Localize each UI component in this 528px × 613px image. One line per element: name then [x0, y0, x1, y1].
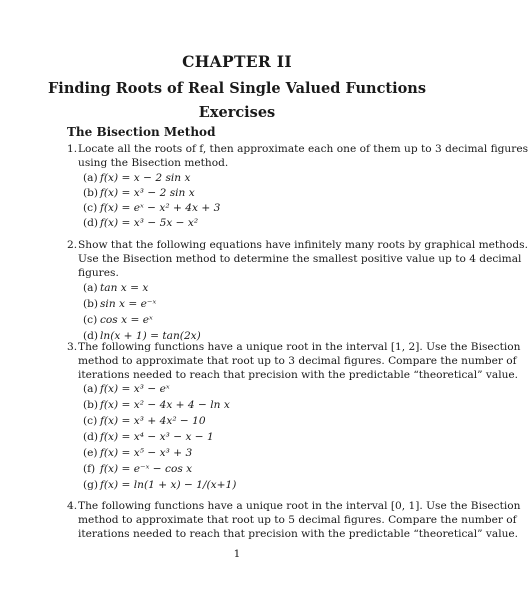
- item-expression: f(x) = e⁻ˣ − cos x: [100, 463, 193, 475]
- item-expression: f(x) = x³ − 5x − x²: [100, 217, 199, 229]
- item-expression: f(x) = x³ − 2 sin x: [100, 187, 195, 199]
- item-label: (a): [83, 383, 98, 395]
- item-label: (a): [83, 282, 98, 294]
- problem-text: [78, 239, 528, 280]
- problem-text: [78, 500, 521, 541]
- problem-text-line: iterations needed to reach that precision with the predictable “theoretical” value.: [78, 368, 519, 381]
- item-expression: ln(x + 1) = tan(2x): [100, 330, 201, 342]
- item-expression: cos x = eˣ: [100, 314, 153, 326]
- problem-text-line: Show that the following equations have infinitely many roots by graphical methods.: [78, 239, 528, 251]
- problem-text-line: figures.: [78, 266, 119, 279]
- section-heading: The Bisection Method: [67, 125, 216, 139]
- item-label: (e): [83, 447, 98, 459]
- exercises-heading: Exercises: [198, 104, 276, 121]
- item-expression: tan x = x: [100, 282, 149, 294]
- problem-text: [78, 341, 521, 382]
- item-label: (b): [83, 187, 99, 199]
- item-label: (a): [83, 172, 98, 184]
- item-label: (d): [83, 217, 99, 229]
- item-expression: f(x) = x³ − eˣ: [100, 383, 170, 395]
- item-expression: f(x) = x − 2 sin x: [100, 172, 191, 184]
- chapter-title: Finding Roots of Real Single Valued Functions: [48, 80, 426, 97]
- chapter-heading: CHAPTER II: [182, 52, 292, 71]
- problem-number: 4.: [67, 500, 78, 512]
- item-expression: f(x) = x³ + 4x² − 10: [100, 415, 206, 427]
- page-number: 1: [233, 548, 241, 560]
- item-label: (d): [83, 330, 99, 342]
- item-label: (c): [83, 202, 98, 214]
- item-label: (d): [83, 431, 99, 443]
- item-label: (f): [83, 463, 96, 475]
- problem-text-line: Locate all the roots of f, then approximate each one of them up to 3 decimal figures: [78, 143, 528, 155]
- problem-text-line: The following functions have a unique root in the interval [1, 2]. Use the Bisection: [78, 341, 521, 353]
- item-expression: f(x) = x⁵ − x³ + 3: [100, 447, 193, 459]
- problem-text-line: method to approximate that root up to 3 decimal figures. Compare the number of: [78, 354, 517, 367]
- problem-number: 1.: [67, 143, 78, 155]
- item-label: (c): [83, 314, 98, 326]
- item-label: (b): [83, 298, 99, 310]
- item-expression: f(x) = ln(1 + x) − 1/(x+1): [100, 479, 237, 491]
- item-expression: f(x) = x² − 4x + 4 − ln x: [100, 399, 230, 411]
- item-label: (g): [83, 479, 99, 491]
- item-label: (c): [83, 415, 98, 427]
- problem-number: 2.: [67, 239, 78, 251]
- item-label: (b): [83, 399, 99, 411]
- problem-text-line: method to approximate that root up to 5 decimal figures. Compare the number of: [78, 513, 517, 526]
- item-expression: f(x) = eˣ − x² + 4x + 3: [100, 202, 221, 214]
- problem-text-line: The following functions have a unique root in the interval [0, 1]. Use the Bisection: [78, 500, 521, 512]
- item-expression: sin x = e⁻ˣ: [100, 298, 157, 310]
- problem-text: [78, 143, 528, 171]
- problem-text-line: iterations needed to reach that precision with the predictable “theoretical” value.: [78, 527, 519, 540]
- problem-text-line: using the Bisection method.: [78, 156, 229, 169]
- item-expression: f(x) = x⁴ − x³ − x − 1: [100, 431, 214, 443]
- problem-number: 3.: [67, 341, 78, 353]
- problem-text-line: Use the Bisection method to determine the smallest positive value up to 4 decimal: [78, 252, 522, 265]
